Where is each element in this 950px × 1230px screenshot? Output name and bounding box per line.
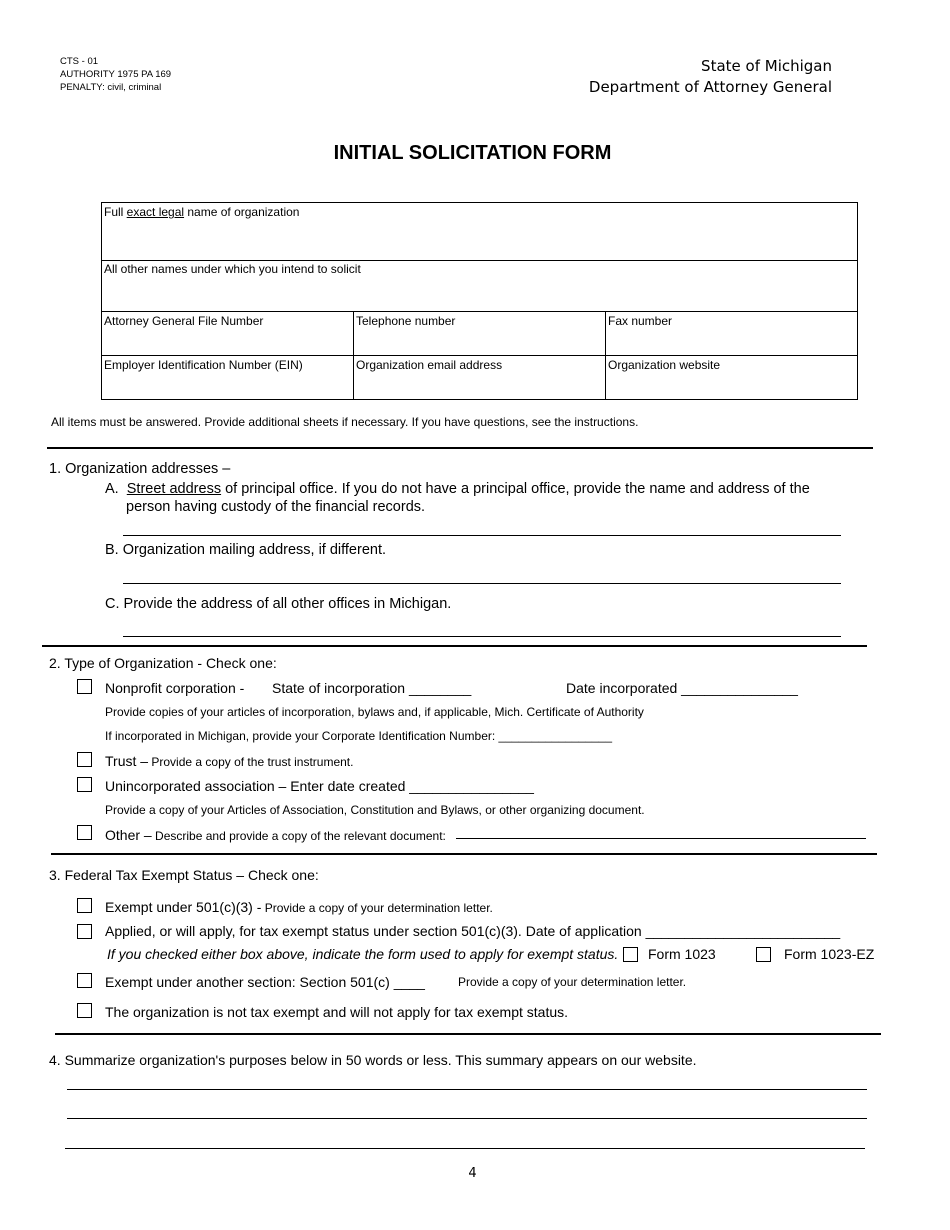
nonprofit-label: Nonprofit corporation - (105, 680, 245, 696)
form-1023ez-checkbox[interactable] (756, 947, 771, 962)
nonprofit-checkbox[interactable] (77, 679, 92, 694)
divider (102, 355, 857, 356)
divider (605, 311, 606, 399)
street-address-line[interactable] (123, 535, 841, 536)
instructions-note: All items must be answered. Provide additional sheets if necessary. If you have questions, see the instructions. (51, 415, 639, 429)
fax-field[interactable]: Fax number (608, 314, 673, 328)
divider (353, 311, 354, 399)
section1-b: B. Organization mailing address, if different. (105, 542, 387, 558)
section-divider (42, 645, 867, 647)
section1-a: A. Street address of principal office. If you do not have a principal office, provide the name and address of the person having custody of the financial records. (105, 481, 810, 515)
section4-heading: 4. Summarize organization's purposes below in 50 words or less. This summary appears on our website. (49, 1052, 697, 1068)
other-section-note: Provide a copy of your determination letter. (458, 975, 687, 989)
form-1023ez-label: Form 1023-EZ (784, 946, 875, 962)
email-field[interactable]: Organization email address (356, 358, 503, 372)
penalty: PENALTY: civil, criminal (60, 82, 162, 93)
other-checkbox[interactable] (77, 825, 92, 840)
applied-label: Applied, or will apply, for tax exempt status under section 501(c)(3). Date of application _________________________ (105, 923, 841, 939)
authority: AUTHORITY 1975 PA 169 (60, 69, 172, 80)
divider (102, 311, 857, 312)
exempt-501c3-label: Exempt under 501(c)(3) - Provide a copy of your determination letter. (105, 899, 493, 915)
other-label: Other – Describe and provide a copy of the relevant document: (105, 827, 446, 843)
mailing-address-line[interactable] (123, 583, 841, 584)
telephone-field[interactable]: Telephone number (356, 314, 456, 328)
form-1023-checkbox[interactable] (623, 947, 638, 962)
not-exempt-checkbox[interactable] (77, 1003, 92, 1018)
unincorporated-label: Unincorporated association – Enter date created ________________ (105, 778, 534, 794)
other-section-checkbox[interactable] (77, 973, 92, 988)
trust-label: Trust – Provide a copy of the trust instrument. (105, 753, 354, 769)
section-divider (51, 853, 877, 855)
corporate-id-field[interactable]: If incorporated in Michigan, provide your Corporate Identification Number: _________________ (105, 729, 612, 743)
form-header-codes (60, 55, 171, 94)
other-description-line[interactable] (456, 838, 866, 839)
applied-checkbox[interactable] (77, 924, 92, 939)
ag-file-number-field[interactable]: Attorney General File Number (104, 314, 264, 328)
date-incorporated[interactable]: Date incorporated _______________ (566, 680, 798, 696)
other-names-field[interactable]: All other names under which you intend to solicit (104, 262, 361, 276)
form-1023-label: Form 1023 (648, 946, 716, 962)
not-exempt-label: The organization is not tax exempt and will not apply for tax exempt status. (105, 1004, 569, 1020)
other-offices-line[interactable] (123, 636, 841, 637)
section3-heading: 3. Federal Tax Exempt Status – Check one: (49, 867, 319, 883)
department-name: Department of Attorney General (588, 78, 832, 96)
articles-note: Provide a copy of your Articles of Association, Constitution and Bylaws, or other organizing document. (105, 803, 645, 817)
agency-header (589, 56, 832, 98)
if-checked-note: If you checked either box above, indicate the form used to apply for exempt status. (107, 946, 619, 962)
website-field[interactable]: Organization website (608, 358, 721, 372)
section1-heading: 1. Organization addresses – (49, 461, 231, 477)
form-title: INITIAL SOLICITATION FORM (333, 142, 612, 164)
trust-checkbox[interactable] (77, 752, 92, 767)
section-divider (55, 1033, 881, 1035)
form-code: CTS - 01 (60, 56, 99, 67)
purpose-line-1[interactable] (67, 1089, 867, 1090)
state-name: State of Michigan (701, 57, 832, 75)
other-section-label: Exempt under another section: Section 501(c) ____ (105, 974, 425, 990)
exempt-501c3-checkbox[interactable] (77, 898, 92, 913)
copies-note: Provide copies of your articles of incorporation, bylaws and, if applicable, Mich. Certificate of Authority (105, 705, 644, 719)
section-divider (47, 447, 873, 449)
divider (102, 260, 857, 261)
identification-table (101, 202, 858, 400)
purpose-line-2[interactable] (67, 1118, 867, 1119)
section2-heading: 2. Type of Organization - Check one: (49, 655, 277, 671)
purpose-line-3[interactable] (65, 1148, 865, 1149)
page-number: 4 (468, 1166, 477, 1181)
section1-c: C. Provide the address of all other offices in Michigan. (105, 596, 452, 612)
state-of-incorporation[interactable]: State of incorporation ________ (272, 680, 472, 696)
ein-field[interactable]: Employer Identification Number (EIN) (104, 358, 303, 372)
unincorporated-checkbox[interactable] (77, 777, 92, 792)
org-name-field[interactable]: Full exact legal name of organization (104, 205, 300, 219)
